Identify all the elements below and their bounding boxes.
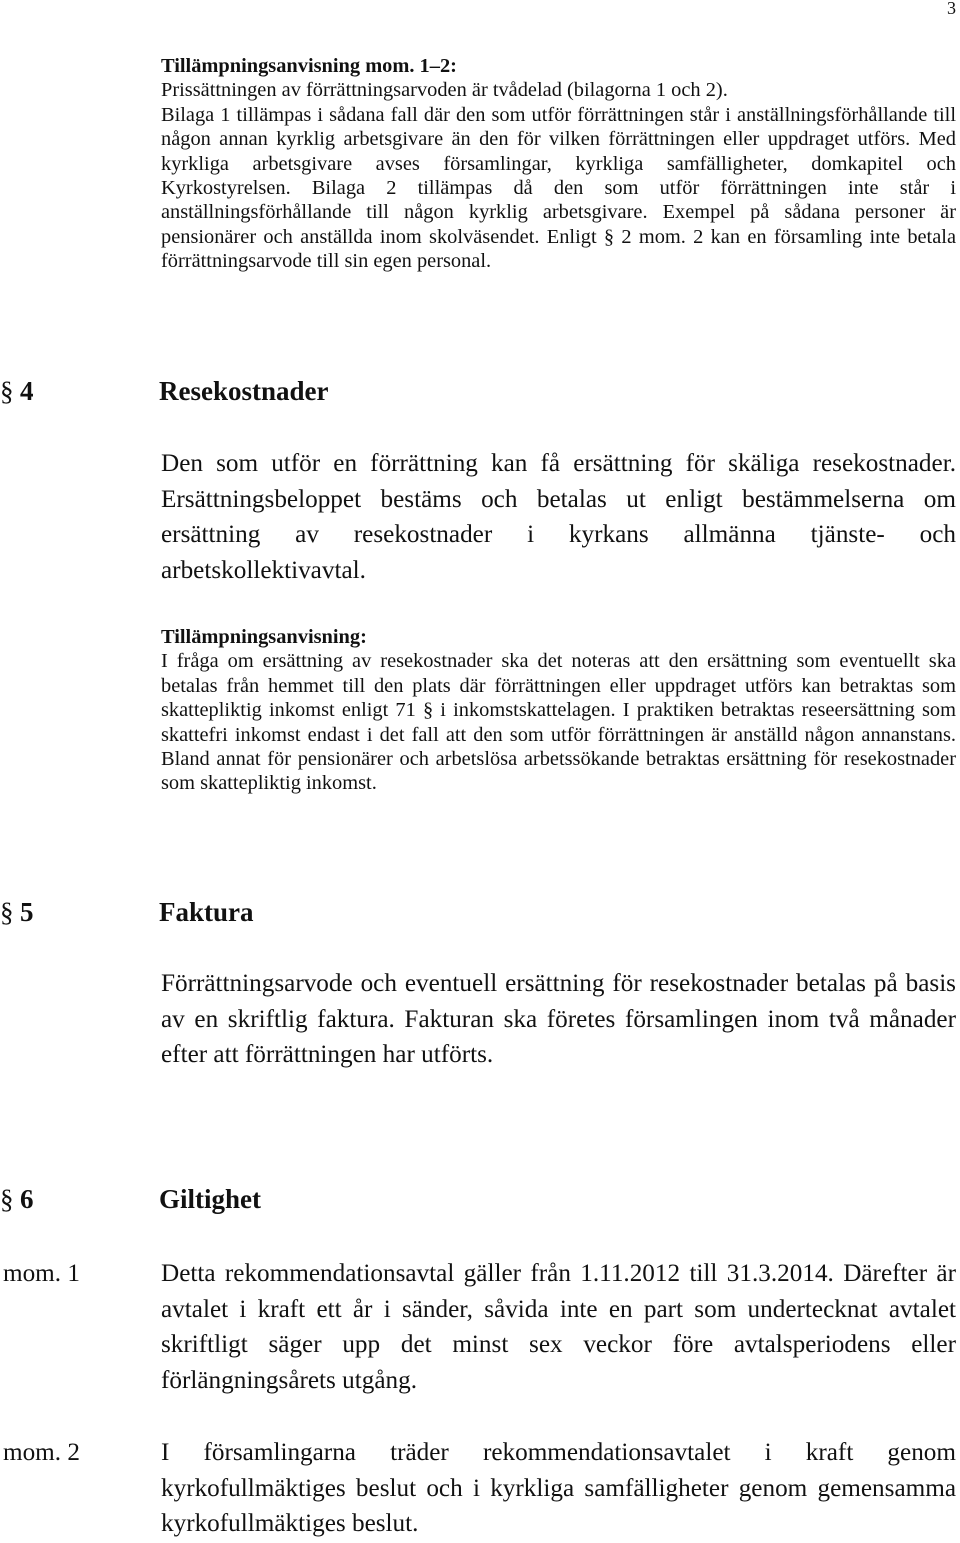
section-4-application-note [161, 625, 956, 796]
note-line-2: Bilaga 1 tillämpas i sådana fall där den som utför förrättningen står i anställningsförhållande till någon annan kyrklig arbetsgivare än den för vilken förrättningen eller uppdraget utförs. Med kyrkliga arbetsgivare avses församlingar, kyrkliga samfälligheter, domkapitel och Kyrkostyrelsen. Bilaga 2 tillämpas då den som utför förrättningen inte står i anställningsförhållande till någon kyrklig arbetsgivare. Exempel på sådana personer är pensionärer och anställda inom skolväsendet. Enligt § 2 mom. 2 kan en församling inte betala förrättningsarvode till sin egen personal. [161, 103, 956, 273]
section-6-heading [0, 1184, 261, 1215]
section-number: 4 [20, 376, 34, 406]
section-5-heading [0, 897, 254, 928]
section-symbol: § [0, 1184, 14, 1214]
note-body: I fråga om ersättning av resekostnader ska det noteras att den ersättning som eventuellt ska betalas från hemmet till den plats där förrättningen eller uppdraget utförs kan betraktas som skattepliktig inkomst enligt 71 § i inkomstskattelagen. I praktiken betraktas reseersättning som skattefri inkomst endast i det fall att den som utför förrättningen är anställd någon annanstans. Bland annat för pensionärer och arbetslösa arbetssökande betraktas ersättning för resekostnader som skattepliktig inkomst. [161, 650, 956, 795]
application-note-mom-1-2 [161, 54, 956, 274]
section-symbol: § [0, 376, 14, 406]
section-symbol: § [0, 897, 14, 927]
mom-2-label: mom. 2 [3, 1439, 80, 1466]
section-4-heading [0, 376, 329, 407]
section-number: 6 [20, 1184, 34, 1214]
section-number: 5 [20, 897, 34, 927]
section-title: Giltighet [159, 1184, 261, 1214]
note-line-1: Prissättningen av förrättningsarvoden är tvådelad (bilagorna 1 och 2). [161, 79, 728, 102]
section-title: Faktura [159, 897, 254, 927]
note-title: Tillämpningsanvisning mom. 1–2: [161, 55, 457, 77]
section-title: Resekostnader [159, 376, 329, 406]
section-5-body: Förrättningsarvode och eventuell ersättning för resekostnader betalas på basis av en skriftlig faktura. Fakturan ska företes församlingen inom två månader efter att förrättningen har utförts. [161, 970, 956, 1068]
page-number: 3 [947, 0, 956, 18]
section-4-body: Den som utför en förrättning kan få ersättning för skäliga resekostnader. Ersättningsbeloppet bestäms och betalas ut enligt bestämmelserna om ersättning av resekostnader i kyrkans allmänna tjänste- och arbetskollektivavtal. [161, 450, 956, 584]
mom-2-body: I församlingarna träder rekommendationsavtalet i kraft genom kyrkofullmäktiges beslut och i kyrkliga samfälligheter genom gemensamma kyrkofullmäktiges beslut. [161, 1439, 956, 1537]
note-title: Tillämpningsanvisning: [161, 626, 367, 648]
mom-1-body: Detta rekommendationsavtal gäller från 1.11.2012 till 31.3.2014. Därefter är avtalet i kraft ett år i sänder, såvida inte en part som undertecknat avtalet skriftligt säger upp det minst sex veckor före avtalsperiodens eller förlängningsårets utgång. [161, 1260, 956, 1394]
mom-1-label: mom. 1 [3, 1260, 80, 1287]
